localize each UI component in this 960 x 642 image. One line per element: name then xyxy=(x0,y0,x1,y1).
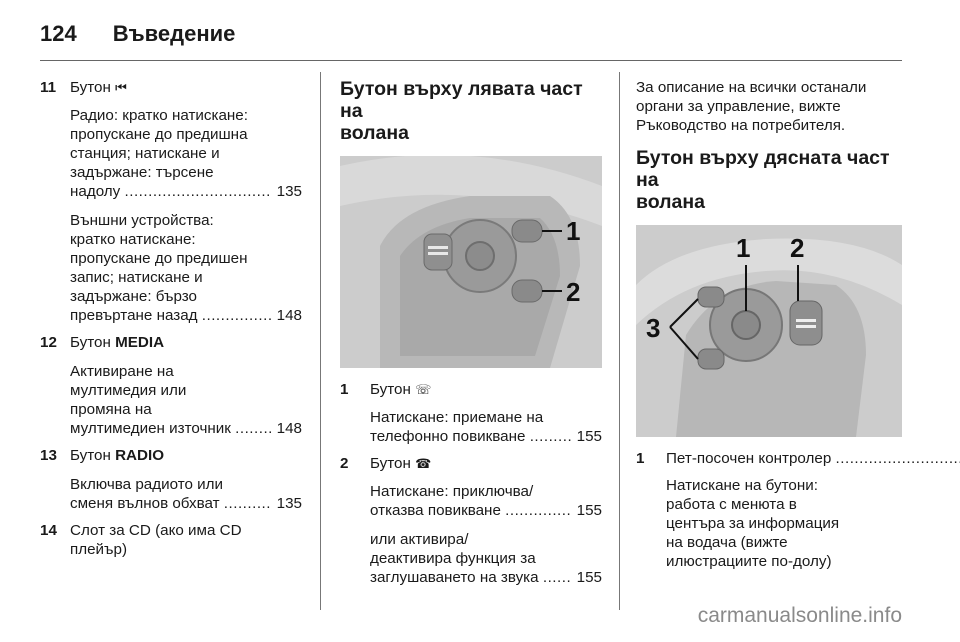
reference-text: мултимедиен източник xyxy=(70,420,231,437)
reference-text: отказва повикване xyxy=(370,502,501,519)
page-header xyxy=(40,14,902,54)
watermark: carmanualsonline.info xyxy=(697,604,902,627)
header-divider xyxy=(40,60,902,61)
text-line: кратко натискане: xyxy=(70,231,196,248)
item-number: 2 xyxy=(340,455,349,472)
reference-text: Пет-посочен контролер xyxy=(666,450,832,467)
item-title: Бутон xyxy=(370,381,411,398)
heading-line: Бутон върху лявата част на xyxy=(340,78,583,122)
text-line: Външни устройства: xyxy=(70,212,214,229)
text-line: Натискане: приемане на xyxy=(370,409,544,426)
page-reference[interactable] xyxy=(370,568,602,587)
text-line: За описание на всички останали xyxy=(636,79,867,96)
item-title: Бутон xyxy=(70,334,111,351)
text-line: пропускане до предишен xyxy=(70,250,248,267)
reference-page: 155 xyxy=(576,569,602,586)
previous-track-icon: ⏮ xyxy=(115,81,127,96)
paragraph xyxy=(70,106,302,201)
text-line: Ръководство на потребителя. xyxy=(636,117,846,134)
heading-line: волана xyxy=(340,122,410,144)
item-number: 12 xyxy=(40,334,57,351)
heading-line: волана xyxy=(636,191,706,213)
phone-answer-icon: ☏ xyxy=(415,383,432,398)
leader-dots xyxy=(125,182,273,201)
list-item xyxy=(40,446,302,513)
text-line: или активира/ xyxy=(370,531,469,548)
reference-text: заглушаването на звука xyxy=(370,569,539,586)
text-line: задържане: бързо xyxy=(70,288,197,305)
item-title: Бутон xyxy=(70,79,111,96)
item-number: 14 xyxy=(40,522,57,539)
paragraph xyxy=(70,475,302,513)
steering-wheel-right-illustration xyxy=(636,225,902,437)
page-reference[interactable] xyxy=(70,419,302,438)
text-line: центъра за информация xyxy=(666,515,840,532)
reference-page: 135 xyxy=(276,183,302,200)
text-line: станция; натискане и xyxy=(70,145,220,162)
leader-dots xyxy=(224,494,273,513)
text-line: работа с менюта в xyxy=(666,496,797,513)
text-line: илюстрациите по-долу) xyxy=(666,553,832,570)
item-title: Бутон xyxy=(370,455,411,472)
text-line: Радио: кратко натискане: xyxy=(70,107,248,124)
text-line: пропускане до предишна xyxy=(70,126,248,143)
column-3 xyxy=(636,78,902,579)
paragraph xyxy=(370,482,602,520)
column-divider-1 xyxy=(320,72,321,610)
column-divider-2 xyxy=(619,72,620,610)
leader-dots xyxy=(202,306,273,325)
paragraph xyxy=(370,530,602,587)
text-line: задържане: търсене xyxy=(70,164,214,181)
section-heading xyxy=(340,78,602,144)
page-reference[interactable] xyxy=(70,182,302,201)
heading-line: Бутон върху дясната част на xyxy=(636,147,890,191)
text-line: промяна на xyxy=(70,401,152,418)
text-line: деактивира функция за xyxy=(370,550,536,567)
reference-page: 135 xyxy=(276,495,302,512)
list-item xyxy=(340,380,602,446)
text-line: Слот за CD (ако има CD xyxy=(70,522,242,539)
text-line: на водача (вижте xyxy=(666,534,788,551)
page-reference[interactable] xyxy=(370,427,602,446)
item-number: 1 xyxy=(636,450,645,467)
column-2 xyxy=(340,78,602,597)
page-number: 124 xyxy=(40,21,77,46)
page-title: Въведение xyxy=(112,21,236,46)
callout-1: 1 xyxy=(566,216,581,246)
callout-3: 3 xyxy=(646,313,661,343)
page-reference[interactable] xyxy=(70,306,302,325)
text-line: плейър) xyxy=(70,541,128,558)
page-reference[interactable] xyxy=(666,449,960,468)
item-number: 1 xyxy=(340,381,349,398)
text-line: Активиране на xyxy=(70,363,174,380)
list-item xyxy=(40,333,302,438)
steering-wheel-left-illustration xyxy=(340,156,602,368)
leader-dots xyxy=(836,449,960,468)
leader-dots xyxy=(530,427,573,446)
callout-1: 1 xyxy=(736,233,751,263)
item-title-key: RADIO xyxy=(115,447,165,464)
column-1 xyxy=(40,78,302,567)
reference-page: 148 xyxy=(276,307,302,324)
callout-2: 2 xyxy=(790,233,805,263)
callout-2: 2 xyxy=(566,277,581,307)
reference-page: 155 xyxy=(576,502,602,519)
paragraph xyxy=(370,408,602,446)
page-reference[interactable] xyxy=(370,501,602,520)
item-title: Бутон xyxy=(70,447,111,464)
paragraph xyxy=(70,211,302,325)
reference-text: сменя вълнов обхват xyxy=(70,495,220,512)
leader-dots xyxy=(235,419,272,438)
reference-text: превъртане назад xyxy=(70,307,198,324)
list-item xyxy=(40,521,302,559)
reference-page: 148 xyxy=(276,420,302,437)
item-number: 13 xyxy=(40,447,57,464)
intro-paragraph xyxy=(636,78,902,135)
list-item xyxy=(340,454,602,587)
page-reference[interactable] xyxy=(70,494,302,513)
text-line: мултимедия или xyxy=(70,382,187,399)
reference-text: надолу xyxy=(70,183,121,200)
text-line: Натискане: приключва/ xyxy=(370,483,534,500)
text-line: запис; натискане и xyxy=(70,269,203,286)
reference-page: 155 xyxy=(576,428,602,445)
leader-dots xyxy=(543,568,573,587)
leader-dots xyxy=(505,501,572,520)
text-line: Натискане на бутони: xyxy=(666,477,818,494)
list-item xyxy=(40,78,302,325)
phone-hangup-icon: ☎ xyxy=(415,457,432,472)
text-line: органи за управление, вижте xyxy=(636,98,841,115)
item-title-key: MEDIA xyxy=(115,334,165,351)
list-item xyxy=(636,449,902,571)
reference-text: телефонно повикване xyxy=(370,428,526,445)
paragraph xyxy=(70,362,302,438)
text-line: Включва радиото или xyxy=(70,476,223,493)
item-number: 11 xyxy=(40,79,57,96)
section-heading xyxy=(636,147,902,213)
